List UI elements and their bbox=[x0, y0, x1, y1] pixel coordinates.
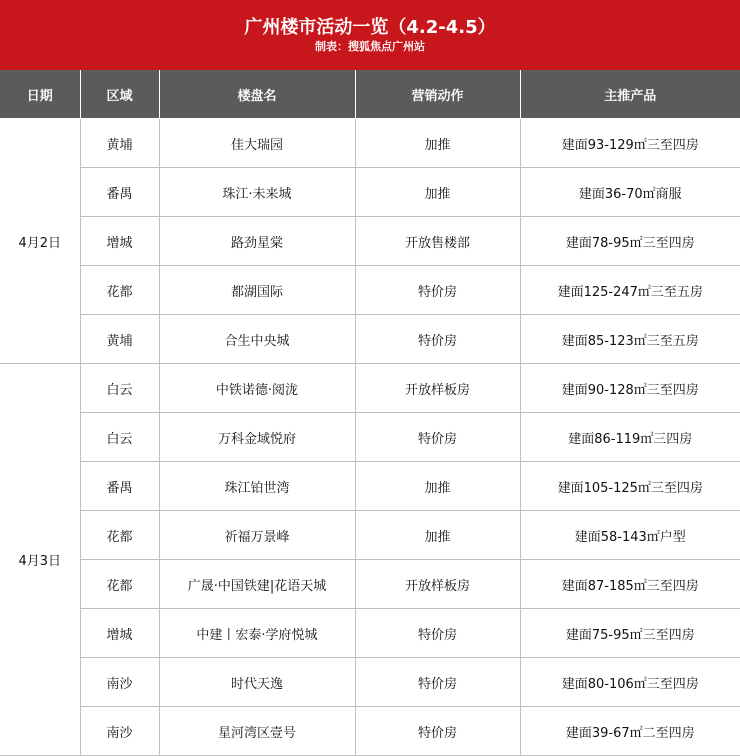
main-product-cell: 建面85-123㎡三至五房 bbox=[520, 315, 740, 364]
main-product-cell: 建面58-143㎡户型 bbox=[520, 511, 740, 560]
table-row bbox=[0, 413, 740, 462]
district-cell: 白云 bbox=[80, 364, 159, 413]
table-body bbox=[0, 119, 740, 756]
date-cell: 4月2日 bbox=[0, 119, 80, 364]
column-header-district: 区域 bbox=[80, 70, 159, 119]
marketing-action-cell: 特价房 bbox=[355, 315, 520, 364]
district-cell: 黄埔 bbox=[80, 315, 159, 364]
project-name-cell: 珠江铂世湾 bbox=[159, 462, 355, 511]
table-row bbox=[0, 462, 740, 511]
marketing-action-cell: 开放样板房 bbox=[355, 560, 520, 609]
district-cell: 增城 bbox=[80, 609, 159, 658]
marketing-action-cell: 开放样板房 bbox=[355, 364, 520, 413]
project-name-cell: 合生中央城 bbox=[159, 315, 355, 364]
project-name-cell: 路劲星棠 bbox=[159, 217, 355, 266]
marketing-action-cell: 特价房 bbox=[355, 266, 520, 315]
marketing-action-cell: 特价房 bbox=[355, 609, 520, 658]
marketing-action-cell: 特价房 bbox=[355, 707, 520, 756]
table-row bbox=[0, 658, 740, 707]
title-banner bbox=[0, 0, 740, 70]
table-row bbox=[0, 511, 740, 560]
project-name-cell: 广晟·中国铁建|花语天城 bbox=[159, 560, 355, 609]
project-name-cell: 万科金域悦府 bbox=[159, 413, 355, 462]
table-row bbox=[0, 364, 740, 413]
table-row bbox=[0, 560, 740, 609]
main-product-cell: 建面93-129㎡三至四房 bbox=[520, 119, 740, 168]
main-product-cell: 建面105-125㎡三至四房 bbox=[520, 462, 740, 511]
marketing-action-cell: 加推 bbox=[355, 119, 520, 168]
table-row bbox=[0, 266, 740, 315]
main-product-cell: 建面36-70㎡商服 bbox=[520, 168, 740, 217]
table-row bbox=[0, 609, 740, 658]
project-name-cell: 中铁诺德·阅泷 bbox=[159, 364, 355, 413]
table-row bbox=[0, 707, 740, 756]
district-cell: 花都 bbox=[80, 511, 159, 560]
main-product-cell: 建面90-128㎡三至四房 bbox=[520, 364, 740, 413]
date-cell: 4月3日 bbox=[0, 364, 80, 756]
column-header-project: 楼盘名 bbox=[159, 70, 355, 119]
district-cell: 花都 bbox=[80, 266, 159, 315]
table-row bbox=[0, 217, 740, 266]
district-cell: 南沙 bbox=[80, 707, 159, 756]
main-product-cell: 建面39-67㎡二至四房 bbox=[520, 707, 740, 756]
district-cell: 黄埔 bbox=[80, 119, 159, 168]
column-header-date: 日期 bbox=[0, 70, 80, 119]
marketing-action-cell: 特价房 bbox=[355, 658, 520, 707]
project-name-cell: 时代天逸 bbox=[159, 658, 355, 707]
main-product-cell: 建面125-247㎡三至五房 bbox=[520, 266, 740, 315]
marketing-action-cell: 加推 bbox=[355, 511, 520, 560]
main-product-cell: 建面80-106㎡三至四房 bbox=[520, 658, 740, 707]
main-product-cell: 建面87-185㎡三至四房 bbox=[520, 560, 740, 609]
column-header-product: 主推产品 bbox=[520, 70, 740, 119]
project-name-cell: 祈福万景峰 bbox=[159, 511, 355, 560]
district-cell: 番禺 bbox=[80, 168, 159, 217]
project-name-cell: 中建丨宏泰·学府悦城 bbox=[159, 609, 355, 658]
project-name-cell: 都湖国际 bbox=[159, 266, 355, 315]
table-header-row bbox=[0, 70, 740, 119]
activity-table bbox=[0, 70, 740, 756]
column-header-action: 营销动作 bbox=[355, 70, 520, 119]
project-name-cell: 佳大瑞园 bbox=[159, 119, 355, 168]
table-row bbox=[0, 315, 740, 364]
project-name-cell: 星河湾区壹号 bbox=[159, 707, 355, 756]
district-cell: 白云 bbox=[80, 413, 159, 462]
district-cell: 增城 bbox=[80, 217, 159, 266]
district-cell: 花都 bbox=[80, 560, 159, 609]
page-title: 广州楼市活动一览（4.2-4.5） bbox=[244, 17, 496, 38]
table-row bbox=[0, 168, 740, 217]
main-product-cell: 建面78-95㎡三至四房 bbox=[520, 217, 740, 266]
marketing-action-cell: 加推 bbox=[355, 168, 520, 217]
district-cell: 番禺 bbox=[80, 462, 159, 511]
marketing-action-cell: 开放售楼部 bbox=[355, 217, 520, 266]
marketing-action-cell: 加推 bbox=[355, 462, 520, 511]
page-subtitle: 制表：搜狐焦点广州站 bbox=[315, 40, 425, 53]
table-row bbox=[0, 119, 740, 168]
main-product-cell: 建面86-119㎡三四房 bbox=[520, 413, 740, 462]
marketing-action-cell: 特价房 bbox=[355, 413, 520, 462]
district-cell: 南沙 bbox=[80, 658, 159, 707]
project-name-cell: 珠江·未来城 bbox=[159, 168, 355, 217]
main-product-cell: 建面75-95㎡三至四房 bbox=[520, 609, 740, 658]
